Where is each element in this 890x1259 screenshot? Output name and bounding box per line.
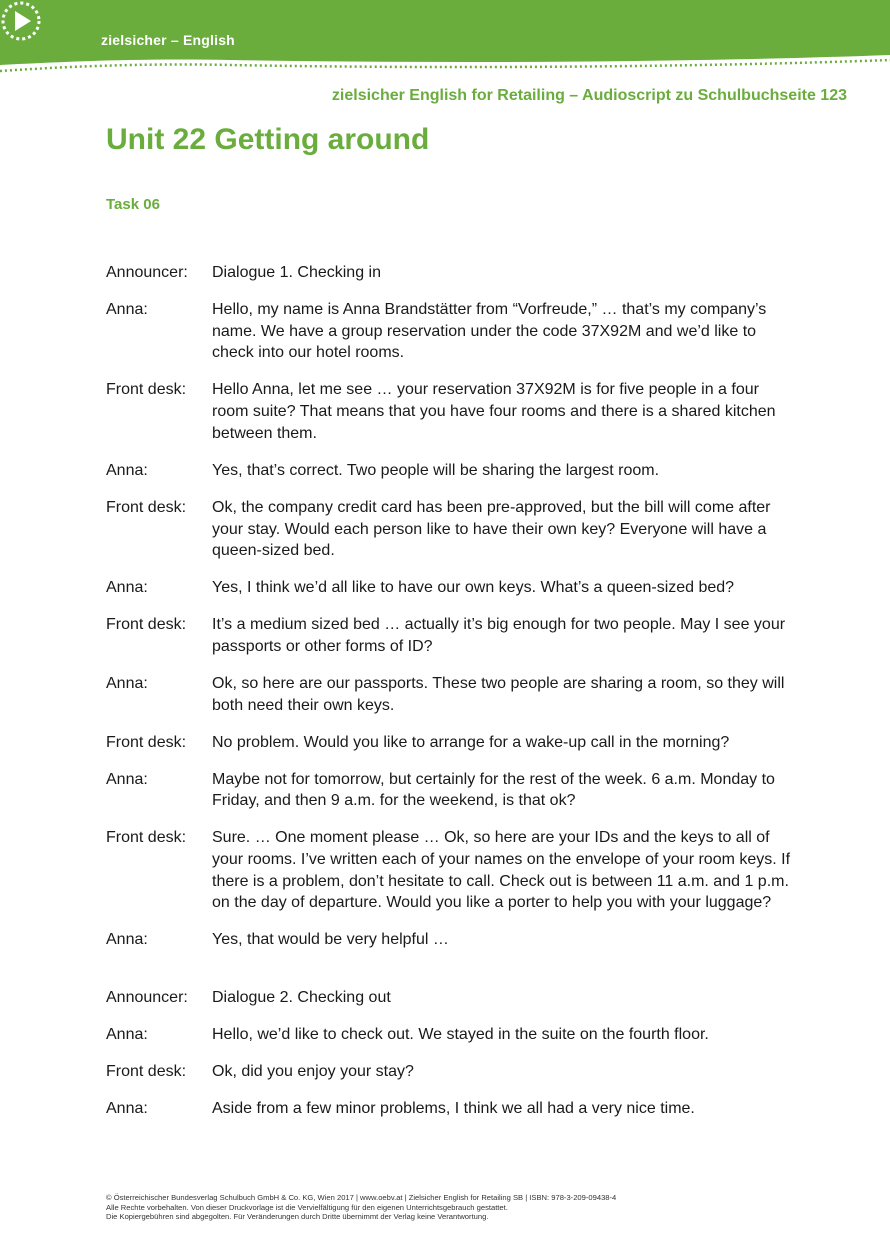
- dialogue-text: Yes, that would be very helpful …: [212, 931, 449, 949]
- footer-line: Alle Rechte vorbehalten. Von dieser Druckvorlage ist die Vervielfältigung für den eigenen Unterrichtsgebrauch gestattet.: [106, 1202, 508, 1212]
- speaker-label: Front desk:: [106, 1063, 187, 1081]
- copyright-footer: [106, 1193, 616, 1222]
- script-line: [106, 614, 796, 657]
- script-line: [106, 299, 796, 364]
- speaker-label: Anna:: [106, 931, 148, 949]
- dialogue-text: Aside from a few minor problems, I think we all had a very nice time.: [212, 1100, 695, 1118]
- dialogue-text: Ok, the company credit card has been pre-approved, but the bill will come after your stay. Would each person like to have their own key? Everyone will have a queen-sized bed.: [212, 498, 771, 560]
- footer-line: Die Kopiergebühren sind abgegolten. Für Veränderungen durch Dritte übernimmt der Verlag keine Verantwortung.: [106, 1212, 489, 1222]
- speaker-label: Anna:: [106, 770, 148, 788]
- speaker-label: Front desk:: [106, 498, 187, 516]
- script-line: [106, 577, 796, 599]
- script-line: [106, 732, 796, 754]
- dialogue-text: Yes, I think we’d all like to have our own keys. What’s a queen-sized bed?: [212, 579, 735, 597]
- dialogue-text: Maybe not for tomorrow, but certainly for the rest of the week. 6 a.m. Monday to Friday, and then 9 a.m. for the weekend, is that ok?: [212, 770, 775, 810]
- dialogue-text: Yes, that’s correct. Two people will be sharing the largest room.: [212, 461, 660, 479]
- header-band: [0, 0, 890, 80]
- speaker-label: Announcer:: [106, 989, 188, 1007]
- footer-line: © Österreichischer Bundesverlag Schulbuch GmbH & Co. KG, Wien 2017 | www.oebv.at | Zielsicher English for Retailing SB | ISBN: 978-3-209-09438-4: [106, 1193, 617, 1202]
- brand-name: zielsicher – English: [101, 32, 235, 48]
- dialogue-text: Dialogue 1. Checking in: [212, 264, 381, 281]
- script-line: [106, 262, 796, 284]
- dialogue-text: Sure. … One moment please … Ok, so here are your IDs and the keys to all of your rooms. I’ve written each of your names on the envelope of your room keys. If there is a problem, don’t hesitate to call. Check out is between 11 a.m. and 1 p.m. on the day of departure. Would you like a porter to help you with your luggage?: [212, 829, 791, 912]
- dialogue-text: No problem. Would you like to arrange for a wake-up call in the morning?: [212, 733, 730, 751]
- speaker-label: Anna:: [106, 461, 148, 479]
- script-line: [106, 379, 796, 444]
- script-line: [106, 1061, 796, 1083]
- play-icon: [0, 0, 42, 42]
- script-line: [106, 827, 796, 914]
- speaker-label: Front desk:: [106, 381, 187, 399]
- dialogue-text: Ok, so here are our passports. These two people are sharing a room, so they will both need their own keys.: [212, 674, 785, 714]
- script-line: [106, 460, 796, 482]
- speaker-label: Anna:: [106, 301, 148, 318]
- audioscript: [106, 262, 796, 1135]
- script-line: [106, 987, 796, 1009]
- speaker-label: Front desk:: [106, 829, 187, 847]
- speaker-label: Anna:: [106, 579, 148, 597]
- script-line: [106, 769, 796, 812]
- dialogue-text: Hello, we’d like to check out. We stayed in the suite on the fourth floor.: [212, 1026, 709, 1044]
- task-label: Task 06: [106, 196, 160, 213]
- script-line: [106, 929, 796, 951]
- script-line: [106, 497, 796, 562]
- dialogue-text: Dialogue 2. Checking out: [212, 989, 391, 1007]
- speaker-label: Anna:: [106, 1100, 148, 1118]
- speaker-label: Announcer:: [106, 264, 188, 281]
- dialogue-text: It’s a medium sized bed … actually it’s big enough for two people. May I see your passports or other forms of ID?: [212, 616, 786, 655]
- running-header: zielsicher English for Retailing – Audioscript zu Schulbuchseite 123: [331, 87, 847, 104]
- script-line: [106, 1024, 796, 1046]
- script-line: [106, 1098, 796, 1120]
- script-line: [106, 673, 796, 716]
- speaker-label: Anna:: [106, 1026, 148, 1044]
- speaker-label: Front desk:: [106, 733, 187, 751]
- speaker-label: Anna:: [106, 674, 148, 692]
- page-title: Unit 22 Getting around: [106, 123, 430, 156]
- dialogue-text: Ok, did you enjoy your stay?: [212, 1063, 414, 1081]
- dialogue-text: Hello Anna, let me see … your reservation 37X92M is for five people in a four room suite? That means that you have four rooms and there is a shared kitchen between them.: [212, 381, 776, 442]
- speaker-label: Front desk:: [106, 616, 187, 634]
- dialogue-text: Hello, my name is Anna Brandstätter from “Vorfreude,” … that’s my company’s name. We have a group reservation under the code 37X92M and we’d like to check into our hotel rooms.: [212, 301, 767, 362]
